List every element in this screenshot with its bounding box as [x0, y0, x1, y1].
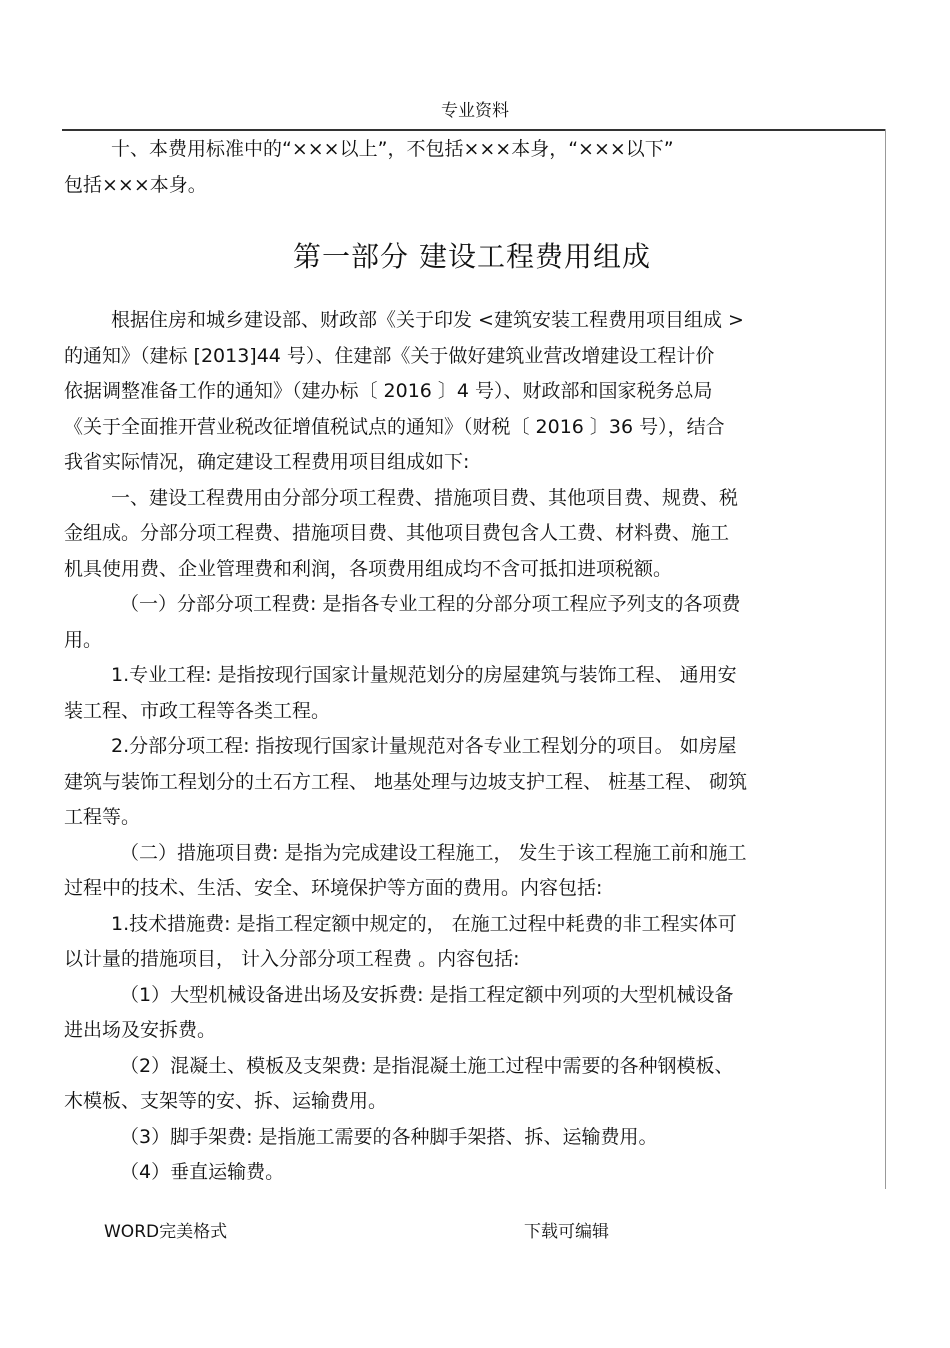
paragraph-line: 依据调整准备工作的通知》（建办标〔 2016 〕4 号）、财政部和国家税务总局 — [64, 380, 713, 402]
paragraph-line: 一、建设工程费用由分部分项工程费、措施项目费、其他项目费、规费、税 — [111, 486, 739, 509]
paragraph-line: 2.分部分项工程: 指按现行国家计量规范对各专业工程划分的项目。 如房屋 — [111, 735, 737, 757]
paragraph-line: （二）措施项目费: 是指为完成建设工程施工， 发生于该工程施工前和施工 — [120, 841, 747, 864]
paragraph-line: 《关于全面推开营业税改征增值税试点的通知》（财税〔 2016 〕36 号），结合 — [64, 415, 725, 438]
paragraph-line: 木模板、支架等的安、拆、运输费用。 — [64, 1090, 388, 1112]
paragraph-line: 十、本费用标准中的“×××以上”，不包括×××本身，“×××以下” — [111, 138, 674, 160]
paragraph-line: 金组成。分部分项工程费、措施项目费、其他项目费包含人工费、材料费、施工 — [64, 522, 730, 544]
footer-right-text: 下载可编辑 — [524, 1222, 609, 1242]
paragraph-line: 我省实际情况，确定建设工程费用项目组成如下: — [64, 451, 470, 473]
paragraph-line: （一）分部分项工程费: 是指各专业工程的分部分项工程应予列支的各项费 — [120, 593, 741, 615]
paragraph-line: 建筑与装饰工程划分的土石方工程、 地基处理与边坡支护工程、 桩基工程、 砌筑 — [64, 770, 748, 793]
paragraph-line: 以计量的措施项目， 计入分部分项工程费 。内容包括: — [64, 948, 520, 970]
paragraph-line: 1.专业工程: 是指按现行国家计量规范划分的房屋建筑与装饰工程、 通用安 — [111, 664, 737, 686]
paragraph-line: 1.技术措施费: 是指工程定额中规定的， 在施工过程中耗费的非工程实体可 — [111, 912, 737, 935]
right-margin-rule — [885, 129, 886, 1189]
paragraph-line: 装工程、市政工程等各类工程。 — [64, 699, 331, 722]
paragraph-line: 过程中的技术、生活、安全、环境保护等方面的费用。内容包括: — [64, 877, 603, 899]
paragraph-line: （1）大型机械设备进出场及安拆费: 是指工程定额中列项的大型机械设备 — [120, 983, 734, 1006]
paragraph-line: （2）混凝土、模板及支架费: 是指混凝土施工过程中需要的各种钢模板、 — [120, 1054, 734, 1077]
paragraph-line: 工程等。 — [64, 806, 141, 828]
document-body — [64, 132, 880, 1191]
paragraph-line: 进出场及安拆费。 — [64, 1019, 217, 1041]
paragraph-line: （3）脚手架费: 是指施工需要的各种脚手架搭、拆、运输费用。 — [120, 1125, 658, 1148]
paragraph-line: 包括×××本身。 — [64, 173, 207, 196]
header-rule — [62, 129, 886, 131]
page-header: 专业资料 — [441, 101, 509, 121]
footer-left-text: WORD完美格式 — [104, 1222, 228, 1242]
paragraph-line: 用。 — [64, 628, 103, 651]
paragraph-line: 机具使用费、企业管理费和利润，各项费用组成均不含可抵扣进项税额。 — [64, 557, 673, 580]
section-title: 第一部分 建设工程费用组成 — [293, 240, 651, 273]
paragraph-line: （4）垂直运输费。 — [120, 1161, 285, 1183]
paragraph-line: 根据住房和城乡建设部、财政部《关于印发 <建筑安装工程费用项目组成 > — [111, 309, 744, 331]
paragraph-line: 的通知》（建标 [2013]44 号）、住建部《关于做好建筑业营改增建设工程计价 — [64, 344, 715, 367]
